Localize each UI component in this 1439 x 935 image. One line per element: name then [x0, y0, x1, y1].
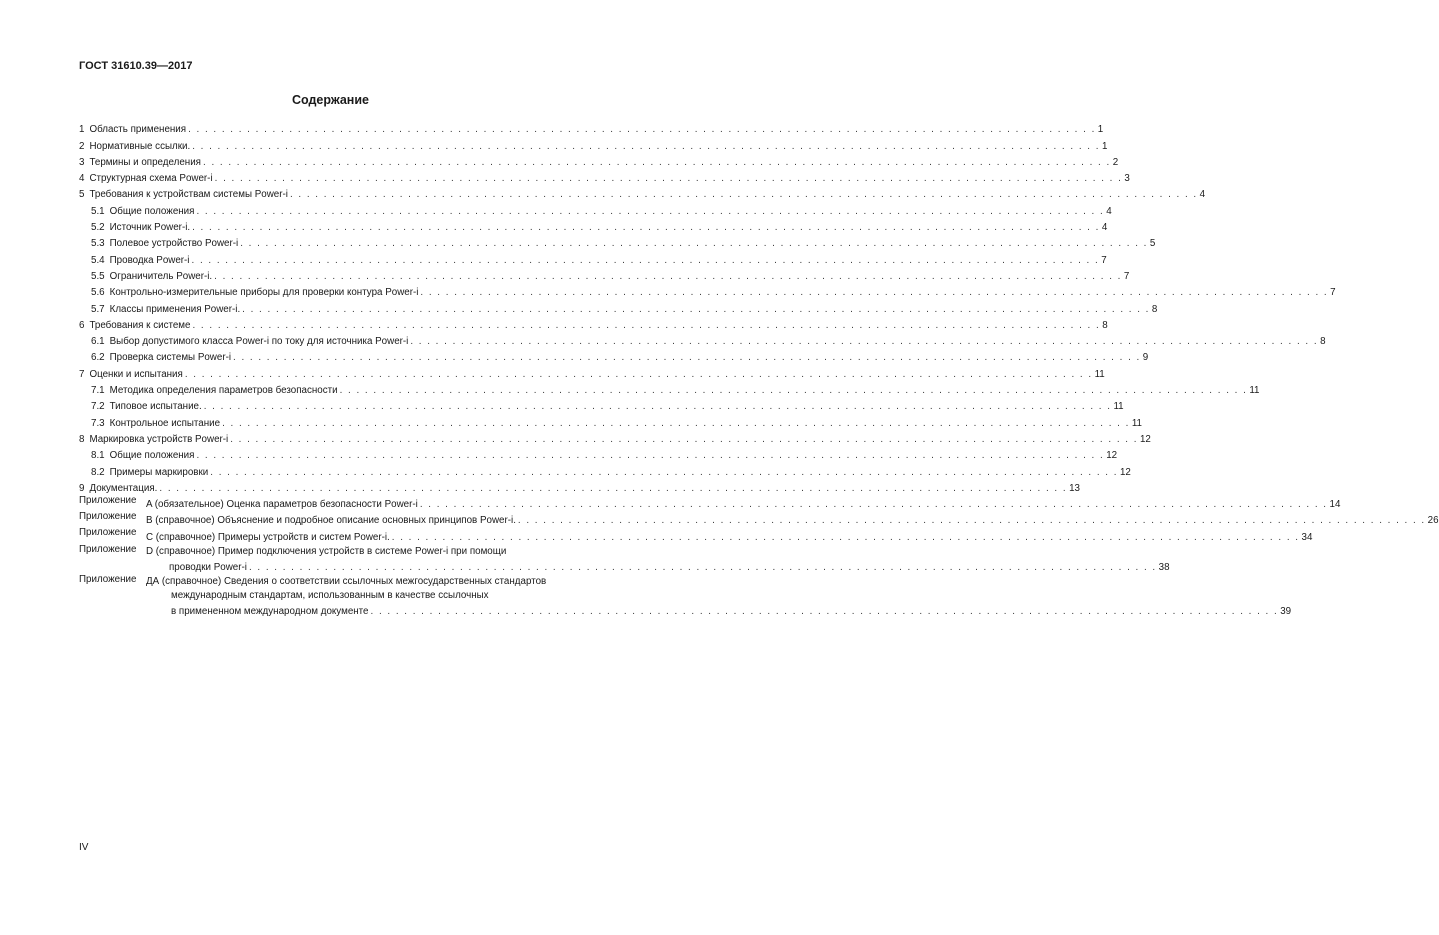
toc-entry-title: Проводка Power-i: [109, 254, 190, 266]
toc-entry-number: 3: [79, 156, 85, 168]
toc-entry[interactable]: [79, 153, 1119, 169]
toc-entry-page: 11: [1113, 401, 1124, 413]
appendix-line: [146, 558, 1170, 574]
toc-entry-page: 11: [1131, 417, 1142, 429]
toc-appendix-entry[interactable]: [79, 511, 1439, 527]
toc-entry-title: Ограничитель Power-i.: [109, 270, 213, 282]
appendix-line: [146, 574, 1291, 588]
toc-entry-page: 3: [1124, 173, 1130, 185]
toc-dot-leader: [215, 173, 1123, 185]
toc-entry-title: Источник Power-i.: [109, 222, 191, 234]
toc-entry-number: 5.7: [91, 303, 105, 315]
toc-entry-title: Общие положения: [109, 205, 195, 217]
toc-entry-title: Маркировка устройств Power-i: [89, 433, 229, 445]
appendix-title-text: C (справочное) Примеры устройств и систем Power-i.: [146, 531, 390, 543]
toc-entry-number: 4: [79, 173, 85, 185]
toc-entry-title: Документация.: [89, 482, 158, 494]
appendix-line: [146, 602, 1291, 618]
toc-entry-number: 7.2: [91, 401, 105, 413]
toc-appendix-entry[interactable]: [79, 527, 1313, 543]
toc-dot-leader: [214, 271, 1122, 283]
toc-entry-number: 7.1: [91, 385, 105, 397]
toc-entry-title: Область применения: [89, 124, 187, 136]
toc-entry[interactable]: [79, 185, 1206, 201]
toc-entry-page: 26: [1427, 515, 1439, 527]
toc-entry-page: 38: [1158, 562, 1170, 574]
toc-entry-page: 14: [1329, 499, 1341, 511]
toc-entry-number: 9: [79, 482, 85, 494]
toc-entry[interactable]: [79, 267, 1130, 283]
toc-dot-leader: [222, 418, 1130, 430]
document-code: ГОСТ 31610.39—2017: [79, 60, 193, 72]
toc-entry-page: 8: [1102, 319, 1108, 331]
appendix-line: [146, 544, 1170, 558]
appendix-body: [146, 495, 1340, 511]
appendix-label: Приложение: [79, 543, 137, 555]
toc-dot-leader: [204, 401, 1112, 413]
toc-entry-title: Типовое испытание.: [109, 401, 202, 413]
appendix-body: [146, 511, 1439, 527]
appendix-title-text: в примененном международном документе: [171, 606, 369, 618]
toc-appendix-entry[interactable]: [79, 574, 1292, 618]
appendix-title-text: B (справочное) Объяснение и подробное описание основных принципов Power-i.: [146, 515, 516, 527]
toc-entry[interactable]: [79, 316, 1108, 332]
toc-entry-page: 11: [1094, 368, 1105, 380]
toc-entry-title: Проверка системы Power-i: [109, 352, 232, 364]
appendix-body: [146, 574, 1291, 618]
toc-entry[interactable]: [79, 462, 1131, 478]
toc-entry-title: Примеры маркировки: [109, 466, 209, 478]
toc-dot-leader: [192, 320, 1100, 332]
toc-dot-leader: [192, 141, 1100, 153]
toc-dot-leader: [188, 124, 1096, 136]
toc-dot-leader: [420, 499, 1328, 511]
toc-entry[interactable]: [79, 218, 1108, 234]
toc-entry-title: Структурная схема Power-i: [89, 173, 213, 185]
toc-appendices: [79, 494, 1439, 618]
toc-entry-number: 6.1: [91, 336, 105, 348]
toc-entry-page: 9: [1142, 352, 1149, 364]
toc-entry-title: Требования к системе: [89, 319, 191, 331]
toc-entry-page: 12: [1139, 433, 1151, 445]
toc-entry-page: 4: [1101, 222, 1108, 234]
toc-dot-leader: [242, 304, 1150, 316]
toc-entry-page: 7: [1101, 254, 1107, 266]
toc-entry-number: 6.2: [91, 352, 105, 364]
appendix-body: [146, 544, 1170, 574]
appendix-label: Приложение: [79, 527, 137, 539]
toc-entry-title: Общие положения: [109, 450, 195, 462]
appendix-label: Приложение: [79, 574, 137, 586]
appendix-line: [146, 511, 1439, 527]
toc-dot-leader: [240, 238, 1148, 250]
toc-entry-page: 7: [1330, 287, 1336, 299]
appendix-label: Приложение: [79, 511, 137, 523]
toc-entry-page: 7: [1123, 270, 1130, 282]
toc-entry-title: Оценки и испытания: [89, 368, 183, 380]
toc-entry-number: 7: [79, 368, 85, 380]
toc-entry[interactable]: [79, 169, 1130, 185]
toc-dot-leader: [192, 222, 1100, 234]
toc-dot-leader: [410, 336, 1318, 348]
toc-entry-page: 39: [1280, 606, 1292, 618]
toc-entry-page: 12: [1119, 466, 1131, 478]
toc-entry-number: 5.2: [91, 222, 105, 234]
toc-entry-title: Методика определения параметров безопасности: [109, 385, 338, 397]
toc-entry[interactable]: [79, 234, 1156, 250]
toc-entry-page: 8: [1151, 303, 1158, 315]
toc-dot-leader: [230, 434, 1138, 446]
toc-entry-page: 13: [1069, 482, 1080, 494]
toc-entry-page: 4: [1199, 189, 1206, 201]
toc-entry-number: 5: [79, 189, 85, 201]
toc-dot-leader: [249, 562, 1157, 574]
toc-entry-title: Нормативные ссылки.: [89, 140, 191, 152]
page-number: IV: [79, 842, 89, 853]
toc-entry[interactable]: [79, 201, 1112, 217]
toc-entry-number: 5.3: [91, 238, 105, 250]
toc-entry-number: 1: [79, 124, 85, 136]
toc-entry-number: 8.2: [91, 466, 105, 478]
toc-entry[interactable]: [79, 413, 1142, 429]
appendix-title-text: A (обязательное) Оценка параметров безопасности Power-i: [146, 499, 418, 511]
appendix-body: [146, 527, 1312, 543]
toc-entry[interactable]: [79, 381, 1260, 397]
toc-entry-number: 8: [79, 433, 85, 445]
toc-entry-number: 5.5: [91, 270, 105, 282]
toc-entry-page: 2: [1112, 156, 1119, 168]
toc-entry[interactable]: [79, 120, 1104, 136]
toc-entry-number: 2: [79, 140, 85, 152]
toc-entry-page: 5: [1149, 238, 1156, 250]
toc-entry-title: Контрольно-измерительные приборы для проверки контура Power-i: [109, 287, 419, 299]
toc-dot-leader: [340, 385, 1248, 397]
appendix-title-text: международным стандартам, использованным в качестве ссылочных: [171, 590, 489, 602]
toc-entry-page: 1: [1101, 140, 1108, 152]
toc-entry[interactable]: [79, 136, 1108, 152]
toc-entry-number: 5.4: [91, 254, 105, 266]
toc-entry-page: 11: [1249, 385, 1260, 397]
toc-dot-leader: [420, 287, 1328, 299]
toc-entry-number: 5.6: [91, 287, 105, 299]
toc-entry-page: 1: [1097, 124, 1104, 136]
toc-entry[interactable]: [79, 299, 1158, 315]
toc-entry-page: 12: [1106, 450, 1118, 462]
toc-entry[interactable]: [79, 348, 1149, 364]
toc-dot-leader: [192, 255, 1100, 267]
appendix-line: [146, 588, 1291, 602]
toc-entry-page: 8: [1320, 336, 1326, 348]
toc-dot-leader: [203, 157, 1111, 169]
toc-dot-leader: [290, 189, 1198, 201]
appendix-title-text: D (справочное) Пример подключения устройств в системе Power-i при помощи: [146, 545, 507, 557]
toc-entry[interactable]: [79, 397, 1124, 413]
toc-entry-number: 7.3: [91, 417, 105, 429]
toc-entry[interactable]: [79, 430, 1151, 446]
toc-entry-title: Требования к устройствам системы Power-i: [89, 189, 288, 201]
toc-entry[interactable]: [79, 446, 1118, 462]
toc-entry[interactable]: [79, 332, 1326, 348]
toc-dot-leader: [233, 352, 1141, 364]
toc-entry-title: Полевое устройство Power-i: [109, 238, 239, 250]
toc-dot-leader: [196, 206, 1104, 218]
toc-entry-number: 8.1: [91, 450, 105, 462]
appendix-label: Приложение: [79, 494, 137, 506]
toc-entry[interactable]: [79, 283, 1336, 299]
toc-entry-page: 34: [1301, 531, 1313, 543]
toc-dot-leader: [159, 483, 1067, 495]
toc-appendix-entry[interactable]: [79, 543, 1170, 574]
toc-dot-leader: [371, 606, 1279, 618]
toc-entry-title: Контрольное испытание: [109, 417, 221, 429]
appendix-line: [146, 495, 1340, 511]
toc-entry-number: 5.1: [91, 205, 105, 217]
toc-dot-leader: [196, 450, 1104, 462]
table-of-contents: [79, 120, 1439, 618]
toc-dot-leader: [210, 467, 1118, 479]
toc-entry[interactable]: [79, 364, 1105, 380]
toc-dot-leader: [392, 532, 1300, 544]
appendix-title-text: ДА (справочное) Сведения о соответствии ссылочных межгосударственных стандартов: [146, 576, 547, 588]
toc-sections: [79, 120, 1336, 495]
toc-title: Содержание: [291, 93, 369, 107]
appendix-title-text: проводки Power-i: [169, 562, 247, 574]
toc-entry-page: 4: [1106, 205, 1112, 217]
appendix-line: [146, 527, 1312, 543]
toc-entry-number: 6: [79, 319, 85, 331]
toc-appendix-entry[interactable]: [79, 494, 1341, 511]
toc-entry-title: Выбор допустимого класса Power-i по току для источника Power-i: [109, 336, 409, 348]
toc-entry-title: Классы применения Power-i.: [109, 303, 241, 315]
toc-entry[interactable]: [79, 250, 1107, 266]
toc-dot-leader: [185, 369, 1093, 381]
toc-dot-leader: [518, 515, 1426, 527]
toc-entry[interactable]: [79, 479, 1080, 495]
toc-entry-title: Термины и определения: [89, 156, 201, 168]
